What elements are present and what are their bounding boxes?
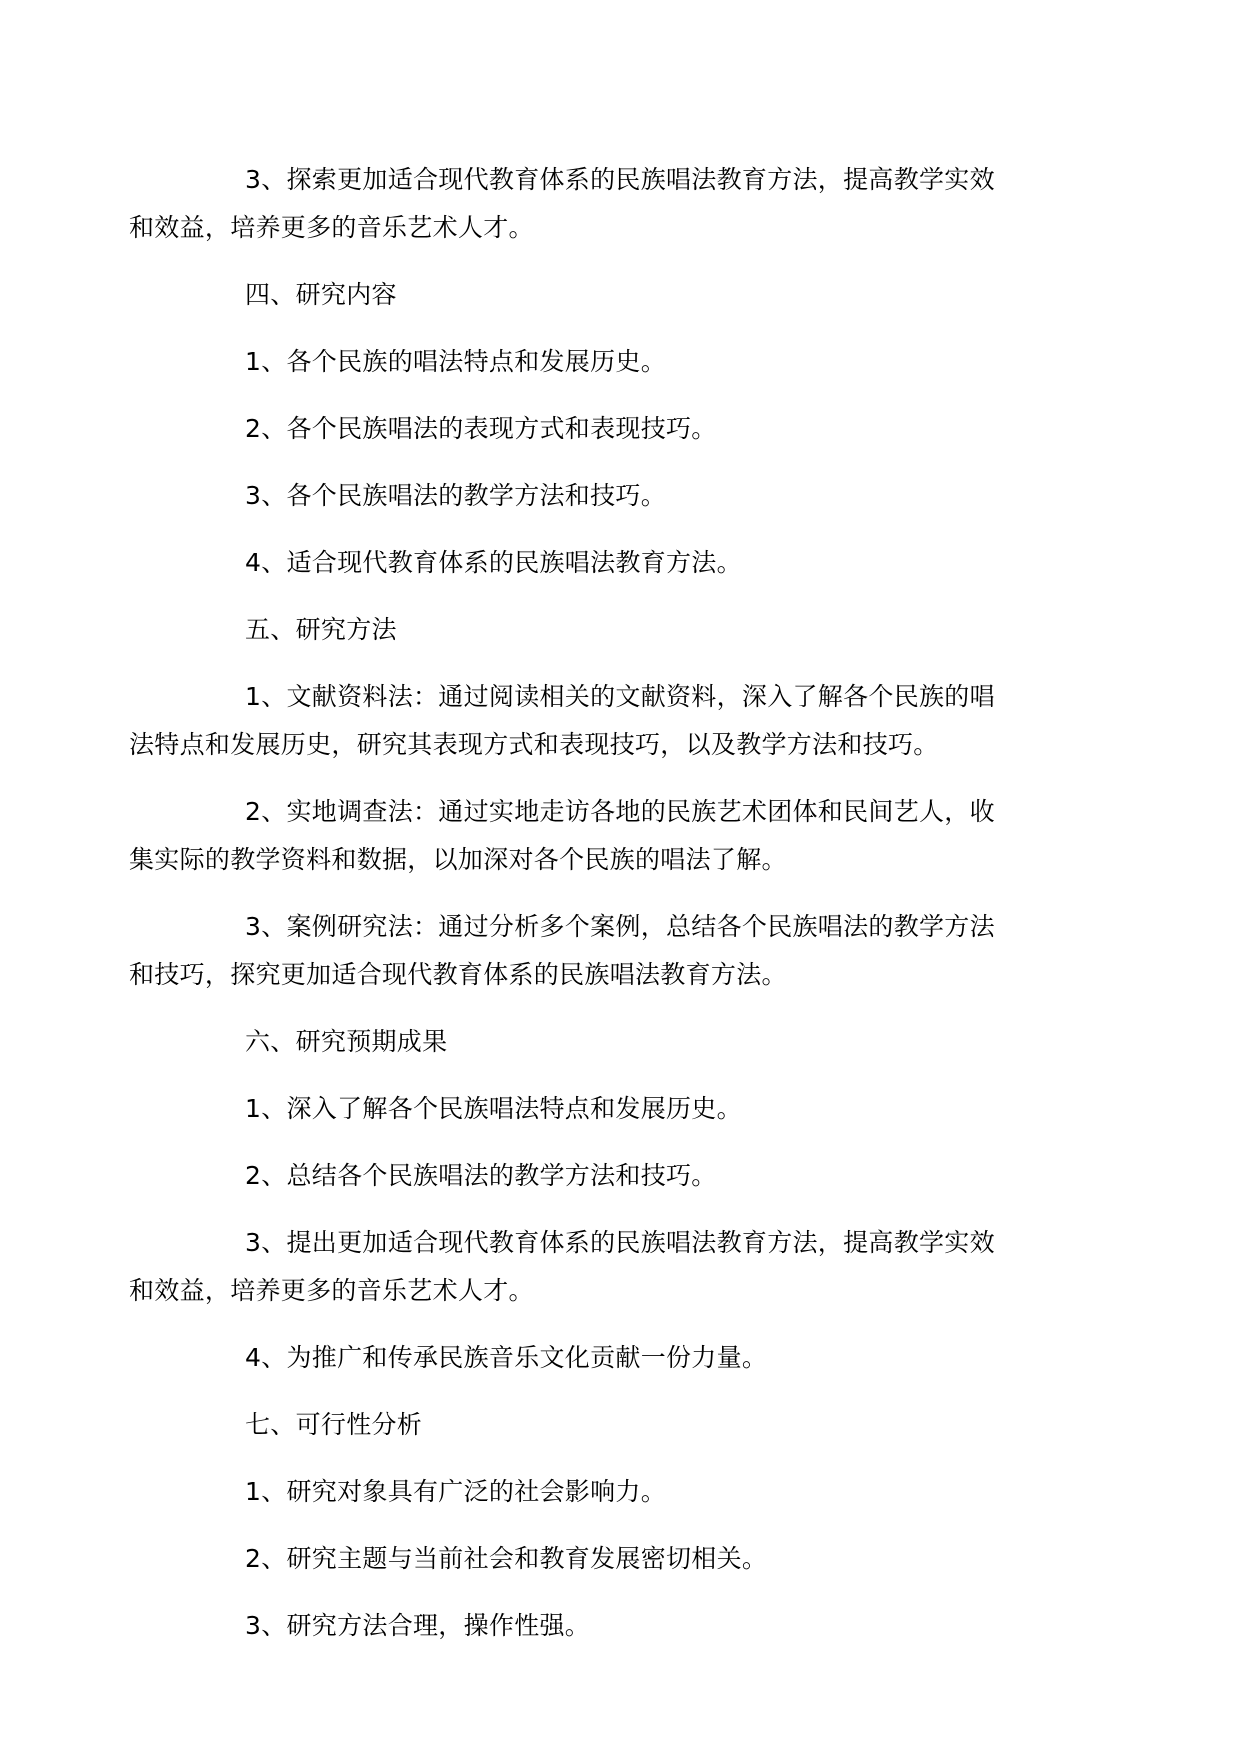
text-line: 2、各个民族唱法的表现方式和表现技巧。 [245, 414, 717, 443]
text-line: 3、探索更加适合现代教育体系的民族唱法教育方法，提高教学实效 [245, 165, 995, 194]
list-item [187, 1334, 1053, 1382]
list-item [129, 788, 1053, 884]
heading-text: 四、研究内容 [245, 280, 397, 309]
text-line: 3、研究方法合理，操作性强。 [245, 1611, 591, 1640]
text-line: 2、总结各个民族唱法的教学方法和技巧。 [245, 1161, 717, 1190]
list-item [187, 1085, 1053, 1133]
section-heading [187, 271, 1053, 319]
text-line: 和效益，培养更多的音乐艺术人才。 [129, 1276, 534, 1305]
list-item [129, 1219, 1053, 1315]
list-item [187, 1535, 1053, 1583]
text-line: 1、各个民族的唱法特点和发展历史。 [245, 347, 667, 376]
heading-text: 七、可行性分析 [245, 1410, 423, 1439]
list-item [187, 539, 1053, 587]
text-line: 2、实地调查法：通过实地走访各地的民族艺术团体和民间艺人，收 [245, 797, 995, 826]
text-line: 和效益，培养更多的音乐艺术人才。 [129, 213, 534, 242]
text-line: 3、案例研究法：通过分析多个案例，总结各个民族唱法的教学方法 [245, 912, 995, 941]
section-heading [187, 1401, 1053, 1449]
list-item [187, 472, 1053, 520]
document-body [129, 156, 1053, 1669]
heading-text: 六、研究预期成果 [245, 1027, 448, 1056]
section-heading [187, 1018, 1053, 1066]
list-item [187, 1468, 1053, 1516]
text-line: 和技巧，探究更加适合现代教育体系的民族唱法教育方法。 [129, 960, 787, 989]
list-item [129, 903, 1053, 999]
heading-text: 五、研究方法 [245, 615, 397, 644]
text-line: 集实际的教学资料和数据，以加深对各个民族的唱法了解。 [129, 845, 787, 874]
section-heading [187, 606, 1053, 654]
text-line: 4、为推广和传承民族音乐文化贡献一份力量。 [245, 1343, 768, 1372]
list-item [187, 1152, 1053, 1200]
text-line: 3、提出更加适合现代教育体系的民族唱法教育方法，提高教学实效 [245, 1228, 995, 1257]
list-item [187, 1602, 1053, 1650]
list-item [129, 673, 1053, 769]
list-item [187, 405, 1053, 453]
text-line: 1、深入了解各个民族唱法特点和发展历史。 [245, 1094, 742, 1123]
paragraph [129, 156, 1053, 252]
text-line: 4、适合现代教育体系的民族唱法教育方法。 [245, 548, 742, 577]
text-line: 2、研究主题与当前社会和教育发展密切相关。 [245, 1544, 768, 1573]
text-line: 法特点和发展历史，研究其表现方式和表现技巧，以及教学方法和技巧。 [129, 730, 939, 759]
text-line: 3、各个民族唱法的教学方法和技巧。 [245, 481, 667, 510]
list-item [187, 338, 1053, 386]
text-line: 1、研究对象具有广泛的社会影响力。 [245, 1477, 667, 1506]
text-line: 1、文献资料法：通过阅读相关的文献资料，深入了解各个民族的唱 [245, 682, 995, 711]
